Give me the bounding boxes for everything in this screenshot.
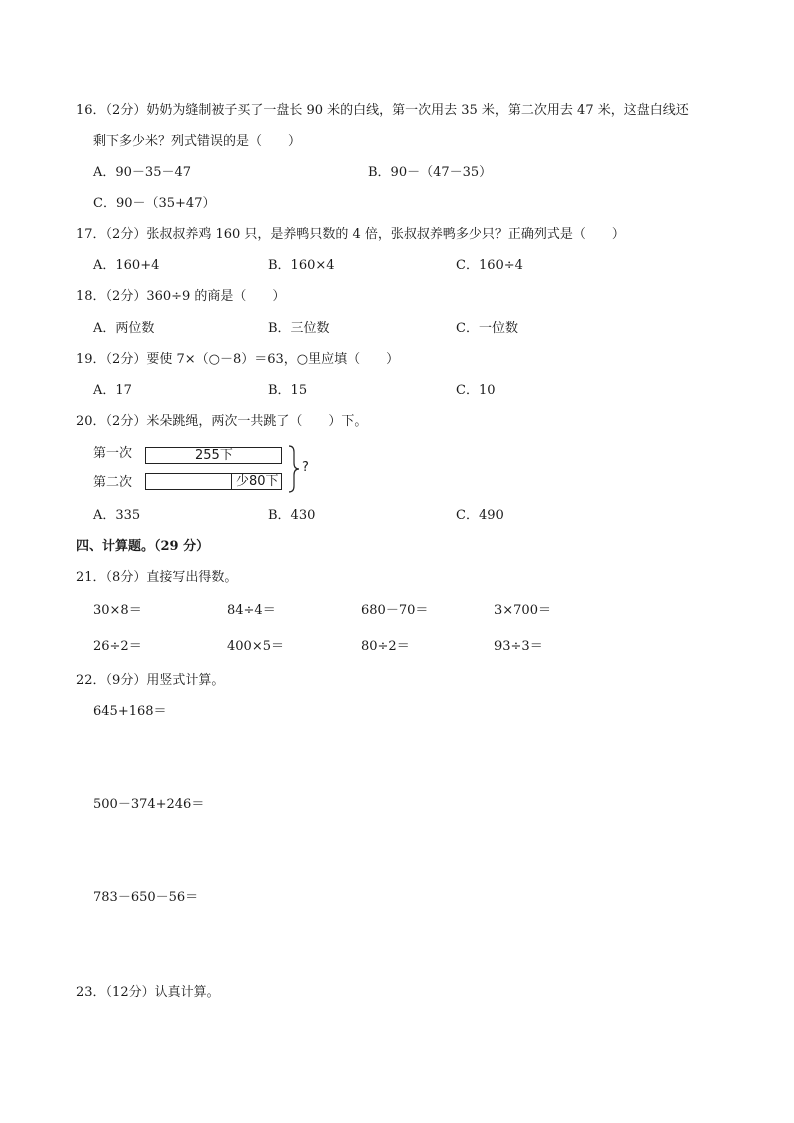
q23-stem: 23．（12分）认真计算。 (76, 985, 220, 1000)
q22-stem: 22．（9分）用竖式计算。 (76, 673, 225, 688)
q19-option-a: A．17 (93, 383, 132, 398)
q18-option-b: B．三位数 (268, 321, 330, 336)
q20-bar1-text: 255下 (195, 448, 233, 463)
q20-bar-second (145, 473, 282, 490)
q16-option-b: B．90－（47－35） (368, 165, 493, 180)
q19-option-c: C．10 (456, 383, 496, 398)
q22-item: 500－374+246＝ (93, 797, 205, 812)
q21-item: 26÷2＝ (93, 639, 142, 654)
q16-option-c: C．90－（35+47） (93, 196, 216, 211)
q18-option-c: C．一位数 (456, 321, 518, 336)
q21-stem: 21．（8分）直接写出得数。 (76, 570, 238, 585)
q17-option-a: A．160+4 (93, 258, 160, 273)
section-heading: 四、计算题。（29 分） (76, 539, 210, 554)
q17-option-b: B．160×4 (268, 258, 335, 273)
q20-question-mark: ? (302, 460, 309, 475)
q16-option-a: A．90－35－47 (93, 165, 192, 180)
q17-stem: 17．（2分）张叔叔养鸡 160 只，是养鸭只数的 4 倍，张叔叔养鸭多少只？正确列式是（ ） (76, 227, 625, 242)
q19-option-b: B．15 (268, 383, 308, 398)
q20-right-brace (287, 444, 301, 494)
q21-item: 30×8＝ (93, 603, 142, 618)
q20-option-c: C．490 (456, 508, 504, 523)
q18-stem: 18．（2分）360÷9 的商是（ ） (76, 289, 286, 304)
q16-stem-line2: 剩下多少米？列式错误的是（ ） (93, 134, 302, 149)
q20-option-b: B．430 (268, 508, 316, 523)
q20-stem: 20．（2分）米朵跳绳，两次一共跳了（ ）下。 (76, 414, 368, 429)
q20-bar-divider (231, 474, 232, 489)
q17-option-c: C．160÷4 (456, 258, 523, 273)
q19-stem: 19．（2分）要使 7×（○－8）＝63，○里应填（ ） (76, 352, 400, 367)
q20-bar-first (145, 447, 282, 464)
q21-item: 80÷2＝ (361, 639, 410, 654)
q20-row1-label: 第一次 (93, 446, 133, 461)
q21-item: 400×5＝ (227, 639, 284, 654)
q21-item: 93÷3＝ (494, 639, 543, 654)
q18-option-a: A．两位数 (93, 321, 155, 336)
q16-stem-line1: 16．（2分）奶奶为缝制被子买了一盘长 90 米的白线，第一次用去 35 米，第二次用去 47 米，这盘白线还 (76, 103, 689, 118)
q20-option-a: A．335 (93, 508, 141, 523)
q20-row2-label: 第二次 (93, 475, 133, 490)
q22-item: 783－650－56＝ (93, 890, 199, 905)
q22-item: 645+168＝ (93, 704, 167, 719)
q20-bar2-text: 少80下 (236, 474, 279, 489)
q21-item: 84÷4＝ (227, 603, 276, 618)
q21-item: 680－70＝ (361, 603, 429, 618)
q21-item: 3×700＝ (494, 603, 551, 618)
